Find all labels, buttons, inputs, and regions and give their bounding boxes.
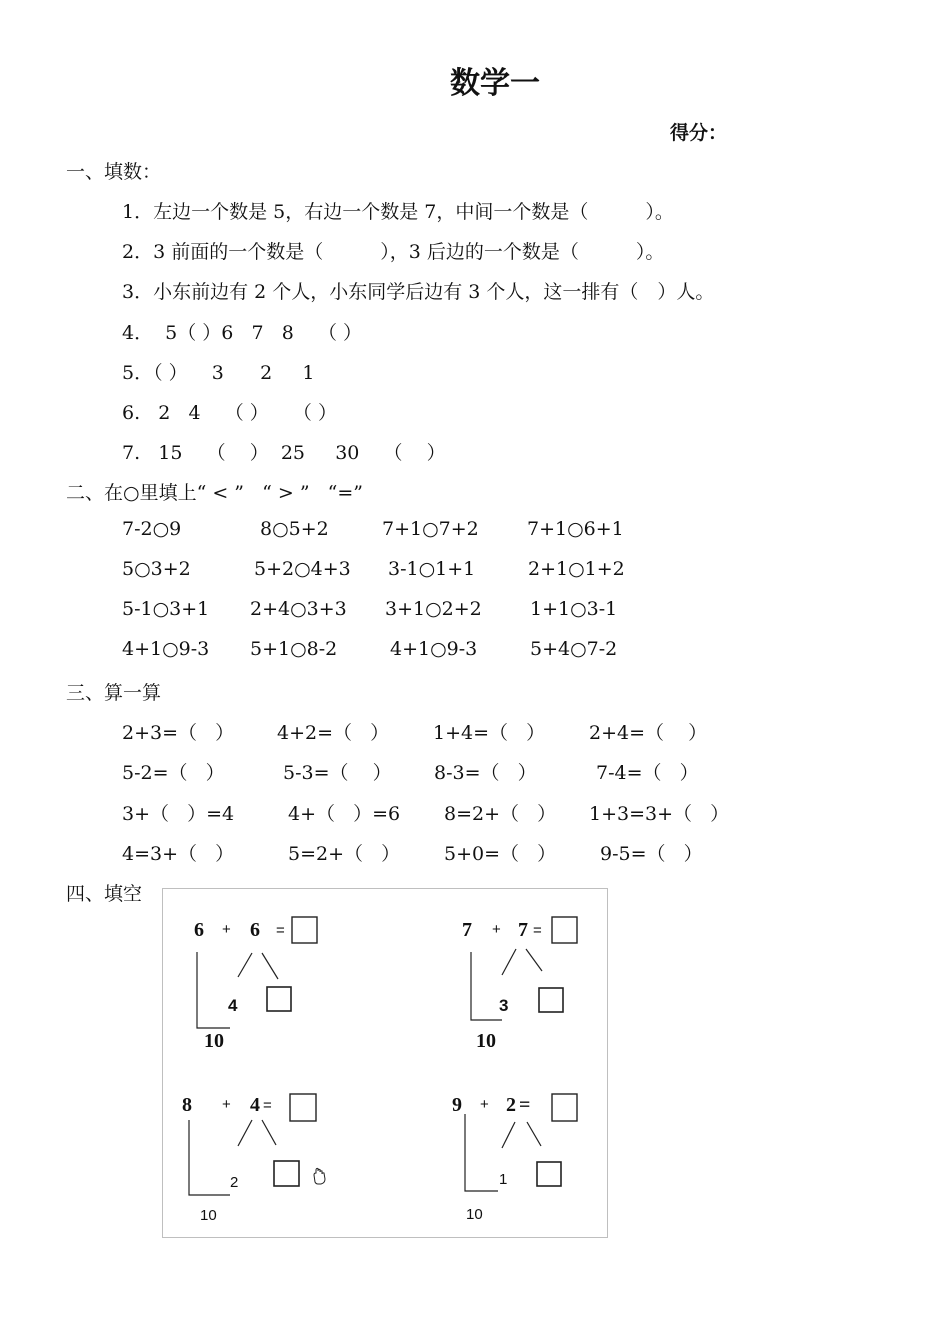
fig3-bracket [189,1120,230,1195]
fig1-bracket [197,952,230,1028]
calc-cell: 2+4=（ ） [589,722,708,744]
compare-cell: 5+1○8-2 [250,638,338,660]
compare-cell: 4+1○9-3 [390,638,478,660]
fig2-addend-a: 7 [462,919,472,941]
calc-cell: 8=2+（ ） [444,803,557,825]
compare-cell: 7-2○9 [122,518,182,540]
fig3-addend-a: 8 [182,1094,192,1116]
compare-cell: 5○3+2 [122,558,191,580]
fig1-addend-b: 6 [250,919,260,941]
fig4-part: 1 [499,1171,508,1188]
compare-cell: 3+1○2+2 [385,598,482,620]
page-title: 数学一 [450,66,540,101]
fig1-plus: + [222,921,231,938]
decomposition-figure-3 [170,1080,350,1230]
hand-cursor-icon [314,1168,325,1184]
decomposition-figure-1 [180,905,340,1055]
compare-cell: 7+1○7+2 [382,518,479,540]
calc-cell: 5-3=（ ） [283,762,392,784]
score-label: 得分： [670,122,728,144]
s1-item-6: 6. 2 4 （ ） （ ） [122,402,337,424]
compare-cell: 7+1○6+1 [527,518,624,540]
calc-cell: 5=2+（ ） [288,843,401,865]
fig3-part: 2 [230,1174,239,1191]
calc-cell: 1+4=（ ） [433,722,546,744]
section2-heading: 二、在○里填上“ < ” “ > ” “=” [66,482,364,504]
compare-cell: 2+1○1+2 [528,558,625,580]
compare-cell: 5-1○3+1 [122,598,210,620]
fig2-plus: + [492,921,501,938]
calc-cell: 1+3=3+（ ） [589,803,730,825]
calc-cell: 3+（ ）=4 [122,803,235,825]
fig4-equals: = [519,1094,531,1116]
calc-cell: 2+3=（ ） [122,722,235,744]
calc-cell: 5+0=（ ） [444,843,557,865]
fig4-bracket [465,1114,498,1191]
fig3-ten: 10 [200,1207,217,1224]
calc-cell: 4+2=（ ） [277,722,390,744]
compare-cell: 5+2○4+3 [254,558,351,580]
fig2-branch-left [502,949,516,975]
fig4-plus: + [480,1096,489,1113]
compare-cell: 3-1○1+1 [388,558,476,580]
fig4-branch-left [502,1122,515,1148]
fig3-addend-b: 4 [250,1094,260,1116]
fig1-branch-left [238,953,252,977]
fig1-ten: 10 [204,1030,224,1052]
fig1-addend-a: 6 [194,919,204,941]
fig1-equals: = [276,922,285,939]
calc-cell: 4+（ ）=6 [288,803,401,825]
fig3-part-box[interactable] [274,1161,299,1186]
calc-cell: 4=3+（ ） [122,843,235,865]
calc-cell: 8-3=（ ） [434,762,537,784]
fig4-ten: 10 [466,1206,483,1223]
s1-item-4: 4． 5（ ）6 7 8 （ ） [122,322,362,344]
section4-heading: 四、填空 [66,883,143,905]
fig1-part-box[interactable] [267,987,291,1011]
s1-item-5: 5．（ ） 3 2 1 [122,362,315,384]
fig2-equals: = [533,922,542,939]
fig3-branch-left [238,1120,252,1146]
compare-cell: 8○5+2 [260,518,329,540]
fig2-answer-box[interactable] [552,917,577,943]
decomposition-figure-4 [440,1080,600,1230]
fig1-part: 4 [228,996,238,1015]
calc-cell: 5-2=（ ） [122,762,225,784]
calc-cell: 9-5=（ ） [600,843,703,865]
fig3-branch-right [262,1120,276,1145]
fig2-part-box[interactable] [539,988,563,1012]
fig4-answer-box[interactable] [552,1094,577,1121]
fig4-branch-right [527,1122,541,1146]
fig2-part: 3 [499,996,509,1015]
fig3-plus: + [222,1096,231,1113]
fig2-ten: 10 [476,1030,496,1052]
s1-item-3: 3．小东前边有 2 个人，小东同学后边有 3 个人，这一排有（ ）人。 [122,281,715,303]
compare-cell: 2+4○3+3 [250,598,347,620]
decomposition-figure-2 [452,905,612,1055]
fig3-equals: = [263,1097,272,1114]
fig4-part-box[interactable] [537,1162,561,1186]
s1-item-7: 7. 15 （ ） 25 30 （ ） [122,442,446,464]
section1-heading: 一、填数： [66,161,162,183]
compare-cell: 4+1○9-3 [122,638,210,660]
s1-item-1: 1．左边一个数是 5，右边一个数是 7，中间一个数是（ ）。 [122,201,674,223]
fig2-branch-right [526,949,542,971]
fig2-addend-b: 7 [518,919,528,941]
compare-cell: 1+1○3-1 [530,598,618,620]
section3-heading: 三、算一算 [66,682,162,704]
fig4-addend-b: 2 [506,1094,516,1116]
fig3-answer-box[interactable] [290,1094,316,1121]
fig2-bracket [471,952,502,1020]
fig4-addend-a: 9 [452,1094,462,1116]
fig1-answer-box[interactable] [292,917,317,943]
compare-cell: 5+4○7-2 [530,638,618,660]
s1-item-2: 2．3 前面的一个数是（ ），3 后边的一个数是（ ）。 [122,241,665,263]
fig1-branch-right [262,953,278,979]
calc-cell: 7-4=（ ） [596,762,699,784]
